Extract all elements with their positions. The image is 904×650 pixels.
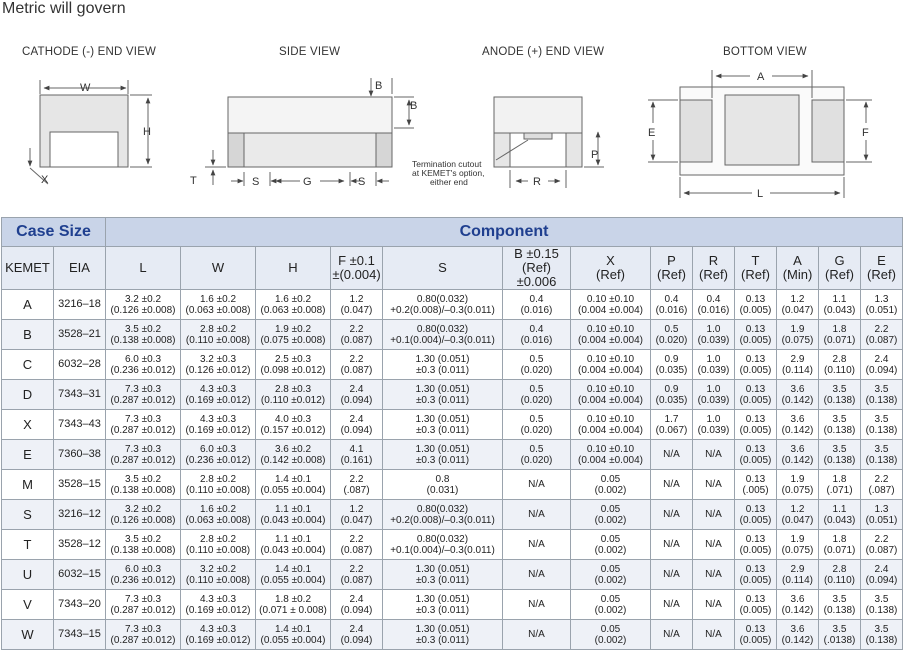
dimension-cell: 0.5 (0.020) [503, 440, 571, 470]
kemet-case-cell: A [2, 290, 54, 320]
dimension-cell: 0.13 (0.005) [735, 290, 777, 320]
dimension-cell: 0.80(0.032) +0.1(0.004)/–0.3(0.011) [383, 530, 503, 560]
dimension-cell: 6.0 ±0.3 (0.236 ±0.012) [106, 560, 181, 590]
eia-code-cell: 7343–20 [54, 590, 106, 620]
table-row [2, 620, 903, 650]
dimension-cell: 0.10 ±0.10 (0.004 ±0.004) [571, 290, 651, 320]
col-header: H [256, 247, 331, 290]
dimension-cell: N/A [693, 500, 735, 530]
dimension-cell: 2.2 (0.087) [331, 350, 383, 380]
dimension-cell: 1.1 ±0.1 (0.043 ±0.004) [256, 530, 331, 560]
col-header: B ±0.15 (Ref)±0.006 [503, 247, 571, 290]
anode-end-view [494, 97, 604, 188]
dimension-cell: 0.13 (.005) [735, 470, 777, 500]
dimension-cell: 1.2 (0.047) [331, 500, 383, 530]
dimension-cell: 0.5 (0.020) [503, 380, 571, 410]
col-kemet: KEMET [2, 247, 54, 290]
cutout-note-line1: Termination cutout [412, 159, 482, 169]
eia-code-cell: 7343–31 [54, 380, 106, 410]
dimension-cell: 0.4 (0.016) [503, 320, 571, 350]
dimension-cell: 3.6 (0.142) [777, 410, 819, 440]
dimension-cell: 1.30 (0.051) ±0.3 (0.011) [383, 620, 503, 650]
dim-b-top: B [375, 80, 383, 92]
dimension-cell: 3.5 (0.138) [861, 590, 903, 620]
dimension-cell: 3.6 ±0.2 (0.142 ±0.008) [256, 440, 331, 470]
dimension-cell: 1.8 (0.071) [819, 320, 861, 350]
dimension-cell: 1.1 (0.043) [819, 290, 861, 320]
side-view [205, 78, 414, 186]
dim-x: X [41, 174, 49, 186]
eia-code-cell: 7360–38 [54, 440, 106, 470]
dimension-cell: 1.4 ±0.1 (0.055 ±0.004) [256, 470, 331, 500]
dimension-cell: 1.9 (0.075) [777, 530, 819, 560]
dimension-cell: 1.3 (0.051) [861, 500, 903, 530]
component-header: Component [106, 218, 903, 247]
anode-view-label: ANODE (+) END VIEW [482, 46, 605, 58]
dimension-cell: 0.13 (0.005) [735, 380, 777, 410]
table-row [2, 290, 903, 320]
table-row [2, 590, 903, 620]
dimension-cell: N/A [651, 620, 693, 650]
kemet-case-cell: T [2, 530, 54, 560]
col-header: L [106, 247, 181, 290]
eia-code-cell: 7343–15 [54, 620, 106, 650]
dim-s-right: S [358, 176, 366, 188]
dimension-cell: 1.9 (0.075) [777, 470, 819, 500]
dimension-cell: N/A [651, 560, 693, 590]
dimension-cell: 1.6 ±0.2 (0.063 ±0.008) [256, 290, 331, 320]
dimension-cell: 4.3 ±0.3 (0.169 ±0.012) [181, 590, 256, 620]
dimension-cell: 2.8 ±0.2 (0.110 ±0.008) [181, 530, 256, 560]
dimension-cell: 2.8 ±0.2 (0.110 ±0.008) [181, 320, 256, 350]
dimension-cell: 4.3 ±0.3 (0.169 ±0.012) [181, 380, 256, 410]
dimension-cell: 2.4 (0.094) [331, 590, 383, 620]
dimension-cell: 2.2 (.087) [861, 470, 903, 500]
dimension-cell: 2.4 (0.094) [331, 410, 383, 440]
table-row [2, 500, 903, 530]
dimension-cell: 7.3 ±0.3 (0.287 ±0.012) [106, 380, 181, 410]
dimension-cell: 7.3 ±0.3 (0.287 ±0.012) [106, 620, 181, 650]
dimension-cell: 1.2 (0.047) [777, 500, 819, 530]
col-header: F ±0.1 ±(0.004) [331, 247, 383, 290]
dimension-cell: 1.30 (0.051) ±0.3 (0.011) [383, 590, 503, 620]
eia-code-cell: 3528–12 [54, 530, 106, 560]
eia-code-cell: 7343–43 [54, 410, 106, 440]
dimension-cell: 1.30 (0.051) ±0.3 (0.011) [383, 380, 503, 410]
dimension-cell: 2.8 (0.110) [819, 350, 861, 380]
dim-a: A [757, 71, 765, 83]
dimension-cell: 3.5 (0.138) [861, 380, 903, 410]
dimension-cell: 0.4 (0.016) [503, 290, 571, 320]
dimension-cell: 3.6 (0.142) [777, 620, 819, 650]
dim-l: L [757, 188, 764, 200]
eia-code-cell: 6032–28 [54, 350, 106, 380]
dimension-cell: 2.2 (0.087) [331, 320, 383, 350]
dimension-cell: 2.8 (0.110) [819, 560, 861, 590]
dimension-cell: 3.6 (0.142) [777, 440, 819, 470]
bottom-view-label: BOTTOM VIEW [723, 46, 807, 58]
cathode-view-label: CATHODE (-) END VIEW [22, 46, 157, 58]
case-size-header: Case Size [2, 218, 106, 247]
dimension-cell: 1.6 ±0.2 (0.063 ±0.008) [181, 290, 256, 320]
dimension-cell: 3.5 ±0.2 (0.138 ±0.008) [106, 530, 181, 560]
eia-code-cell: 3528–15 [54, 470, 106, 500]
dim-e: E [648, 127, 656, 139]
eia-code-cell: 6032–15 [54, 560, 106, 590]
dimension-cell: 0.05 (0.002) [571, 620, 651, 650]
dimension-cell: 1.8 ±0.2 (0.071 ± 0.008) [256, 590, 331, 620]
kemet-case-cell: C [2, 350, 54, 380]
table-row [2, 350, 903, 380]
dimension-cell: 7.3 ±0.3 (0.287 ±0.012) [106, 440, 181, 470]
dimension-cell: 4.1 (0.161) [331, 440, 383, 470]
kemet-case-cell: U [2, 560, 54, 590]
dimension-cell: N/A [693, 470, 735, 500]
col-header: A (Min) [777, 247, 819, 290]
dimension-cell: 3.5 (0.138) [819, 440, 861, 470]
dim-p: P [591, 149, 599, 161]
dimension-cell: 1.3 (0.051) [861, 290, 903, 320]
dimension-cell: 2.4 (0.094) [861, 560, 903, 590]
dimension-cell: 3.6 (0.142) [777, 380, 819, 410]
col-header: T (Ref) [735, 247, 777, 290]
dimension-cell: 2.2 (0.087) [331, 530, 383, 560]
table-row [2, 470, 903, 500]
dimension-cell: 1.2 (0.047) [777, 290, 819, 320]
page-headline: Metric will govern [2, 0, 126, 17]
dimension-cell: 2.8 ±0.2 (0.110 ±0.008) [181, 470, 256, 500]
col-header: X (Ref) [571, 247, 651, 290]
dimension-cell: 0.05 (0.002) [571, 530, 651, 560]
cathode-end-view [30, 80, 152, 184]
dimension-cell: 0.05 (0.002) [571, 470, 651, 500]
dimension-cell: 3.5 (0.138) [861, 410, 903, 440]
dimension-cell: 1.6 ±0.2 (0.063 ±0.008) [181, 500, 256, 530]
dimension-cell: 2.2 (0.087) [331, 560, 383, 590]
dimension-cell: 3.5 (0.138) [861, 620, 903, 650]
dim-f: F [862, 127, 869, 139]
dimension-cell: 0.10 ±0.10 (0.004 ±0.004) [571, 350, 651, 380]
dimension-cell: 7.3 ±0.3 (0.287 ±0.012) [106, 410, 181, 440]
case-dimensions-table [1, 217, 903, 650]
dimension-cell: N/A [503, 470, 571, 500]
dimension-cell: N/A [693, 440, 735, 470]
dimension-cell: 2.2 (0.087) [861, 320, 903, 350]
dimension-cell: 1.8 (.071) [819, 470, 861, 500]
dimension-cell: 1.30 (0.051) ±0.3 (0.011) [383, 410, 503, 440]
dimension-cell: 0.5 (0.020) [503, 410, 571, 440]
table-row [2, 380, 903, 410]
dimension-cell: N/A [651, 500, 693, 530]
dimension-cell: 2.4 (0.094) [331, 380, 383, 410]
dimension-cell: 7.3 ±0.3 (0.287 ±0.012) [106, 590, 181, 620]
eia-code-cell: 3216–18 [54, 290, 106, 320]
dimension-cell: 1.8 (0.071) [819, 530, 861, 560]
dimension-cell: 3.5 ±0.2 (0.138 ±0.008) [106, 320, 181, 350]
dimension-cell: 0.5 (0.020) [651, 320, 693, 350]
col-eia: EIA [54, 247, 106, 290]
dimension-cell: 0.05 (0.002) [571, 560, 651, 590]
dimension-cell: N/A [651, 530, 693, 560]
dimension-cell: N/A [503, 590, 571, 620]
dim-w: W [80, 82, 91, 94]
dimension-cell: 4.3 ±0.3 (0.169 ±0.012) [181, 410, 256, 440]
dimension-cell: 0.10 ±0.10 (0.004 ±0.004) [571, 440, 651, 470]
dimension-cell: 3.5 ±0.2 (0.138 ±0.008) [106, 470, 181, 500]
dimension-cell: 1.0 (0.039) [693, 320, 735, 350]
dimension-cell: 2.5 ±0.3 (0.098 ±0.012) [256, 350, 331, 380]
dimension-cell: 1.4 ±0.1 (0.055 ±0.004) [256, 560, 331, 590]
dimension-cell: N/A [503, 500, 571, 530]
dimension-cell: 0.80(0.032) +0.2(0.008)/–0.3(0.011) [383, 500, 503, 530]
dimension-cell: 0.10 ±0.10 (0.004 ±0.004) [571, 410, 651, 440]
dimension-cell: N/A [651, 470, 693, 500]
dimension-cell: 0.13 (0.005) [735, 590, 777, 620]
eia-code-cell: 3216–12 [54, 500, 106, 530]
kemet-case-cell: V [2, 590, 54, 620]
dim-b-side: B [410, 100, 418, 112]
table-row [2, 320, 903, 350]
bottom-view [648, 70, 872, 198]
kemet-case-cell: E [2, 440, 54, 470]
dimension-cell: 0.13 (0.005) [735, 320, 777, 350]
dimension-cell: N/A [503, 560, 571, 590]
dimension-cell: 2.4 (0.094) [331, 620, 383, 650]
dimension-cell: 1.30 (0.051) ±0.3 (0.011) [383, 440, 503, 470]
kemet-case-cell: W [2, 620, 54, 650]
dimension-cell: N/A [503, 620, 571, 650]
dim-s-left: S [252, 176, 260, 188]
table-row [2, 560, 903, 590]
dimension-cell: N/A [651, 590, 693, 620]
dimension-cell: N/A [693, 620, 735, 650]
dimension-cell: 0.80(0.032) +0.1(0.004)/–0.3(0.011) [383, 320, 503, 350]
dimension-cell: 0.9 (0.035) [651, 350, 693, 380]
col-header: E (Ref) [861, 247, 903, 290]
dimension-drawings [0, 0, 904, 215]
dimension-cell: N/A [693, 590, 735, 620]
dimension-cell: 2.4 (0.094) [861, 350, 903, 380]
dimension-cell: 3.5 (0.138) [819, 410, 861, 440]
dimension-cell: 1.9 (0.075) [777, 320, 819, 350]
dimension-cell: 3.6 (0.142) [777, 590, 819, 620]
dimension-cell: 6.0 ±0.3 (0.236 ±0.012) [106, 350, 181, 380]
dimension-cell: 1.4 ±0.1 (0.055 ±0.004) [256, 620, 331, 650]
dimension-cell: N/A [651, 440, 693, 470]
table-row [2, 530, 903, 560]
table-row [2, 440, 903, 470]
dim-g: G [303, 176, 312, 188]
dimension-cell: 0.4 (0.016) [651, 290, 693, 320]
table-row [2, 410, 903, 440]
dimension-cell: 2.2 (0.087) [861, 530, 903, 560]
dim-t: T [190, 175, 197, 187]
dimension-cell: 3.5 (0.138) [819, 590, 861, 620]
dimension-cell: 2.2 (.087) [331, 470, 383, 500]
dimension-cell: 1.2 (0.047) [331, 290, 383, 320]
dimension-cell: 0.5 (0.020) [503, 350, 571, 380]
dimension-cell: 2.8 ±0.3 (0.110 ±0.012) [256, 380, 331, 410]
dimension-cell: 0.10 ±0.10 (0.004 ±0.004) [571, 320, 651, 350]
dimension-cell: 3.2 ±0.3 (0.126 ±0.012) [181, 350, 256, 380]
dimension-cell: 0.13 (0.005) [735, 440, 777, 470]
dim-h: H [143, 126, 151, 138]
dimension-cell: 1.1 ±0.1 (0.043 ±0.004) [256, 500, 331, 530]
dimension-cell: 2.9 (0.114) [777, 350, 819, 380]
side-view-label: SIDE VIEW [279, 46, 341, 58]
dimension-cell: 3.2 ±0.2 (0.126 ±0.008) [106, 290, 181, 320]
dimension-cell: 0.05 (0.002) [571, 500, 651, 530]
dimension-cell: 0.8 (0.031) [383, 470, 503, 500]
dimension-cell: 4.3 ±0.3 (0.169 ±0.012) [181, 620, 256, 650]
dimension-cell: 1.1 (0.043) [819, 500, 861, 530]
dimension-cell: N/A [503, 530, 571, 560]
dimension-cell: 3.2 ±0.2 (0.126 ±0.008) [106, 500, 181, 530]
kemet-case-cell: B [2, 320, 54, 350]
col-header: P (Ref) [651, 247, 693, 290]
cutout-note-line2: at KEMET's option, [412, 168, 485, 178]
eia-code-cell: 3528–21 [54, 320, 106, 350]
dimension-cell: 0.13 (0.005) [735, 530, 777, 560]
dimension-cell: 1.30 (0.051) ±0.3 (0.011) [383, 560, 503, 590]
dim-r: R [533, 176, 541, 188]
kemet-case-cell: M [2, 470, 54, 500]
dimension-cell: 1.30 (0.051) ±0.3 (0.011) [383, 350, 503, 380]
dimension-cell: 1.0 (0.039) [693, 380, 735, 410]
kemet-case-cell: S [2, 500, 54, 530]
dimension-cell: N/A [693, 530, 735, 560]
kemet-case-cell: X [2, 410, 54, 440]
dimension-cell: 0.13 (0.005) [735, 350, 777, 380]
dimension-cell: N/A [693, 560, 735, 590]
dimension-cell: 0.4 (0.016) [693, 290, 735, 320]
dimension-cell: 1.0 (0.039) [693, 410, 735, 440]
dimension-cell: 1.9 ±0.2 (0.075 ±0.008) [256, 320, 331, 350]
dimension-cell: 4.0 ±0.3 (0.157 ±0.012) [256, 410, 331, 440]
dimension-cell: 0.13 (0.005) [735, 560, 777, 590]
dimension-cell: 1.7 (0.067) [651, 410, 693, 440]
cutout-note-line3: either end [430, 177, 468, 187]
col-header: G (Ref) [819, 247, 861, 290]
dimension-cell: 3.5 (0.138) [819, 380, 861, 410]
dimension-cell: 3.5 (0.138) [861, 440, 903, 470]
kemet-case-cell: D [2, 380, 54, 410]
dimension-cell: 0.05 (0.002) [571, 590, 651, 620]
col-header: R (Ref) [693, 247, 735, 290]
dimension-cell: 3.2 ±0.2 (0.110 ±0.008) [181, 560, 256, 590]
dimension-cell: 0.80(0.032) +0.2(0.008)/–0.3(0.011) [383, 290, 503, 320]
dimension-cell: 0.13 (0.005) [735, 410, 777, 440]
dimension-cell: 2.9 (0.114) [777, 560, 819, 590]
dimension-cell: 0.10 ±0.10 (0.004 ±0.004) [571, 380, 651, 410]
col-header: S [383, 247, 503, 290]
dimension-cell: 0.13 (0.005) [735, 500, 777, 530]
dimension-cell: 3.5 (.0138) [819, 620, 861, 650]
col-header: W [181, 247, 256, 290]
dimension-cell: 0.13 (0.005) [735, 620, 777, 650]
dimension-cell: 6.0 ±0.3 (0.236 ±0.012) [181, 440, 256, 470]
dimension-cell: 0.9 (0.035) [651, 380, 693, 410]
dimension-cell: 1.0 (0.039) [693, 350, 735, 380]
